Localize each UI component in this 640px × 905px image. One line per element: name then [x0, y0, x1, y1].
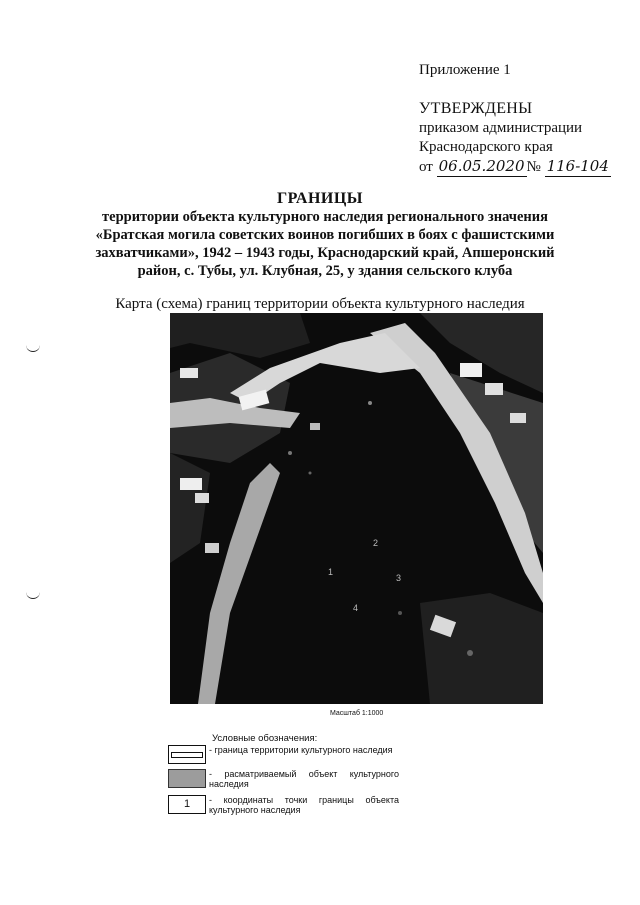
legend-text-boundary: - граница территории культурного наследия	[209, 745, 393, 755]
order-date-line	[419, 157, 640, 177]
boundary-point-3: 3	[396, 573, 402, 583]
object-fill-symbol-icon	[168, 769, 206, 788]
order-line-1: приказом администрации	[419, 120, 583, 136]
boundary-point-2: 2	[373, 538, 379, 548]
document-title: ГРАНИЦЫ	[276, 190, 363, 207]
from-label: от	[419, 159, 433, 175]
boundary-line-symbol-icon	[168, 745, 206, 764]
handwritten-number: 116-104	[546, 157, 609, 175]
number-label: №	[526, 159, 541, 175]
boundary-point-1: 1	[328, 567, 334, 577]
point-number-symbol: 1	[168, 795, 206, 814]
margin-mark-bottom	[26, 592, 40, 599]
boundary-point-4: 4	[353, 603, 359, 613]
aerial-map-image	[170, 313, 543, 704]
legend-text-object: - расматриваемый объект культурного наследия	[209, 769, 399, 789]
legend-title: Условные обозначения:	[212, 733, 318, 744]
map-caption: Карта (схема) границ территории объекта культурного наследия	[115, 296, 525, 312]
approved-heading: УТВЕРЖДЕНЫ	[419, 100, 533, 117]
aerial-map	[170, 313, 543, 704]
appendix-label: Приложение 1	[419, 62, 511, 78]
order-line-2: Краснодарского края	[419, 139, 553, 155]
legend-text-point: - координаты точки границы объекта культурного наследия	[209, 795, 399, 815]
margin-mark-top	[26, 345, 40, 352]
map-scale: Масштаб 1:1000	[330, 710, 384, 717]
handwritten-date: 06.05.2020	[438, 157, 525, 175]
document-subtitle: территории объекта культурного наследия регионального значения «Братская могила советских воинов погибших в боях с фашистскими захватчиками», 1942 – 1943 годы, Краснодарский край, Апшеронский район, с. Тубы, ул. Клубная, 25, у здания сельского клуба	[95, 209, 555, 279]
